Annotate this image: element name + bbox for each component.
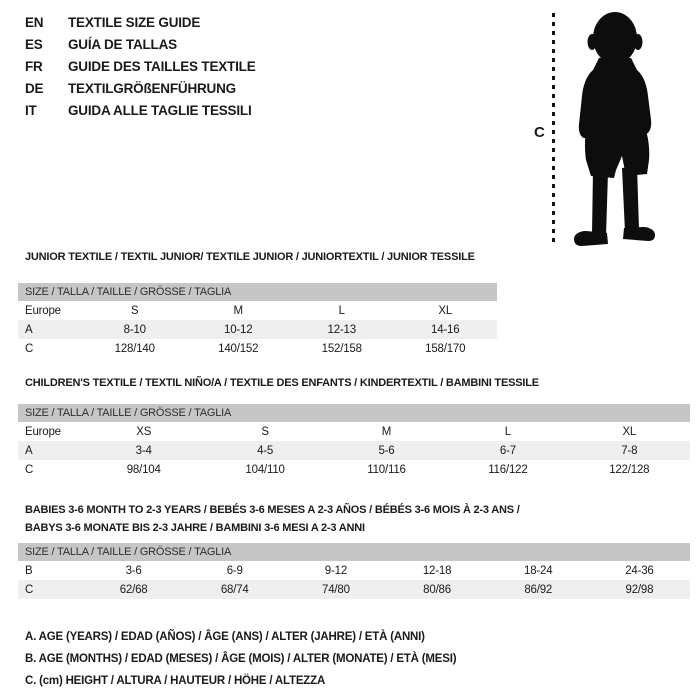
table-cell: 18-24	[524, 564, 553, 577]
lang-title: GUIDE DES TAILLES TEXTILE	[68, 58, 256, 74]
table-cell: 80/86	[423, 583, 451, 596]
row-label: Europe	[25, 304, 61, 317]
table-cell: 7-8	[621, 444, 638, 457]
height-measure-label: C	[534, 124, 545, 141]
table-cell: 98/104	[126, 463, 161, 476]
row-label: A	[25, 444, 33, 457]
children-table-rows	[18, 422, 690, 479]
size-header-bar: SIZE / TALLA / TAILLE / GRÖSSE / TAGLIA	[18, 404, 690, 422]
table-row	[18, 301, 497, 320]
lang-row-fr	[25, 55, 256, 77]
table-row	[18, 561, 690, 580]
table-cell: S	[131, 304, 139, 317]
table-cell: 116/122	[488, 463, 528, 476]
table-cell: 92/98	[625, 583, 654, 596]
table-cell: 128/140	[114, 342, 155, 355]
table-cell: 158/170	[425, 342, 466, 355]
table-cell: 104/110	[245, 463, 285, 476]
lang-title: GUÍA DE TALLAS	[68, 36, 177, 52]
lang-row-it	[25, 99, 256, 121]
lang-title: GUIDA ALLE TAGLIE TESSILI	[68, 102, 252, 118]
babies-table-rows	[18, 561, 690, 599]
babies-title-line-2: BABYS 3-6 MONATE BIS 2-3 JAHRE / BAMBINI 3-6 MESI A 2-3 ANNI	[25, 522, 365, 534]
table-cell: 3-6	[125, 564, 142, 577]
table-cell: 6-7	[499, 444, 516, 457]
table-cell: M	[233, 304, 243, 317]
lang-code: DE	[25, 80, 44, 96]
lang-title: TEXTILGRÖßENFÜHRUNG	[68, 80, 236, 96]
lang-row-de	[25, 77, 256, 99]
table-cell: 14-16	[431, 323, 460, 336]
table-row	[18, 580, 690, 599]
table-row	[18, 320, 497, 339]
table-cell: 6-9	[226, 564, 243, 577]
footnote-c: C. (cm) HEIGHT / ALTURA / HAUTEUR / HÖHE / ALTEZZA	[25, 675, 326, 687]
table-cell: 3-4	[135, 444, 152, 457]
lang-code: FR	[25, 58, 43, 74]
babies-title-line-1: BABIES 3-6 MONTH TO 2-3 YEARS / BEBÉS 3-6 MESES A 2-3 AÑOS / BÉBÉS 3-6 MOIS À 2-3 ANS /	[25, 504, 520, 516]
table-cell: M	[381, 425, 392, 438]
table-cell: 68/74	[220, 583, 249, 596]
junior-table	[18, 283, 497, 358]
language-title-block	[25, 11, 256, 121]
row-label: C	[25, 583, 34, 596]
children-table-title: CHILDREN'S TEXTILE / TEXTIL NIÑO/A / TEXTILE DES ENFANTS / KINDERTEXTIL / BAMBINI TESSILE	[25, 377, 539, 389]
table-cell: 5-6	[378, 444, 395, 457]
footnote-b: B. AGE (MONTHS) / EDAD (MESES) / ÂGE (MOIS) / ALTER (MONATE) / ETÀ (MESI)	[25, 653, 457, 665]
table-cell: 8-10	[123, 323, 146, 336]
junior-table-rows	[18, 301, 497, 358]
lang-code: IT	[25, 102, 37, 118]
junior-table-title: JUNIOR TEXTILE / TEXTIL JUNIOR/ TEXTILE JUNIOR / JUNIORTEXTIL / JUNIOR TESSILE	[25, 251, 475, 263]
lang-code: ES	[25, 36, 43, 52]
table-cell: 4-5	[257, 444, 274, 457]
row-label: C	[25, 342, 34, 355]
footnote-legend	[25, 626, 456, 692]
table-cell: 110/116	[367, 463, 406, 476]
size-header-bar: SIZE / TALLA / TAILLE / GRÖSSE / TAGLIA	[18, 283, 497, 301]
row-label: A	[25, 323, 33, 336]
table-cell: XL	[622, 425, 637, 438]
table-row	[18, 441, 690, 460]
table-row	[18, 422, 690, 441]
lang-row-en	[25, 11, 256, 33]
table-cell: 12-13	[327, 323, 356, 336]
height-measure-dashed-line	[552, 13, 555, 243]
table-row	[18, 339, 497, 358]
footnote-a: A. AGE (YEARS) / EDAD (AÑOS) / ÂGE (ANS) / ALTER (JAHRE) / ETÀ (ANNI)	[25, 631, 425, 643]
table-cell: 62/68	[119, 583, 148, 596]
table-cell: 140/152	[218, 342, 259, 355]
table-cell: S	[261, 425, 269, 438]
babies-table	[18, 543, 690, 599]
row-label: C	[25, 463, 34, 476]
lang-code: EN	[25, 14, 44, 30]
lang-title: TEXTILE SIZE GUIDE	[68, 14, 201, 30]
toddler-silhouette-icon	[562, 8, 667, 248]
table-cell: 9-12	[324, 564, 348, 577]
table-cell: 12-18	[422, 564, 452, 577]
table-cell: 122/128	[609, 463, 650, 476]
row-label: Europe	[25, 425, 61, 438]
table-cell: XL	[438, 304, 453, 317]
table-cell: 10-12	[224, 323, 253, 336]
table-cell: L	[338, 304, 345, 317]
table-cell: 24-36	[625, 564, 654, 577]
table-row	[18, 460, 690, 479]
table-cell: L	[504, 425, 511, 438]
row-label: B	[25, 564, 33, 577]
children-table	[18, 404, 690, 479]
size-header-bar: SIZE / TALLA / TAILLE / GRÖSSE / TAGLIA	[18, 543, 690, 561]
table-cell: 152/158	[321, 342, 362, 355]
lang-row-es	[25, 33, 256, 55]
table-cell: XS	[136, 425, 152, 438]
table-cell: 74/80	[322, 583, 350, 596]
babies-table-title	[25, 501, 520, 537]
table-cell: 86/92	[524, 583, 553, 596]
